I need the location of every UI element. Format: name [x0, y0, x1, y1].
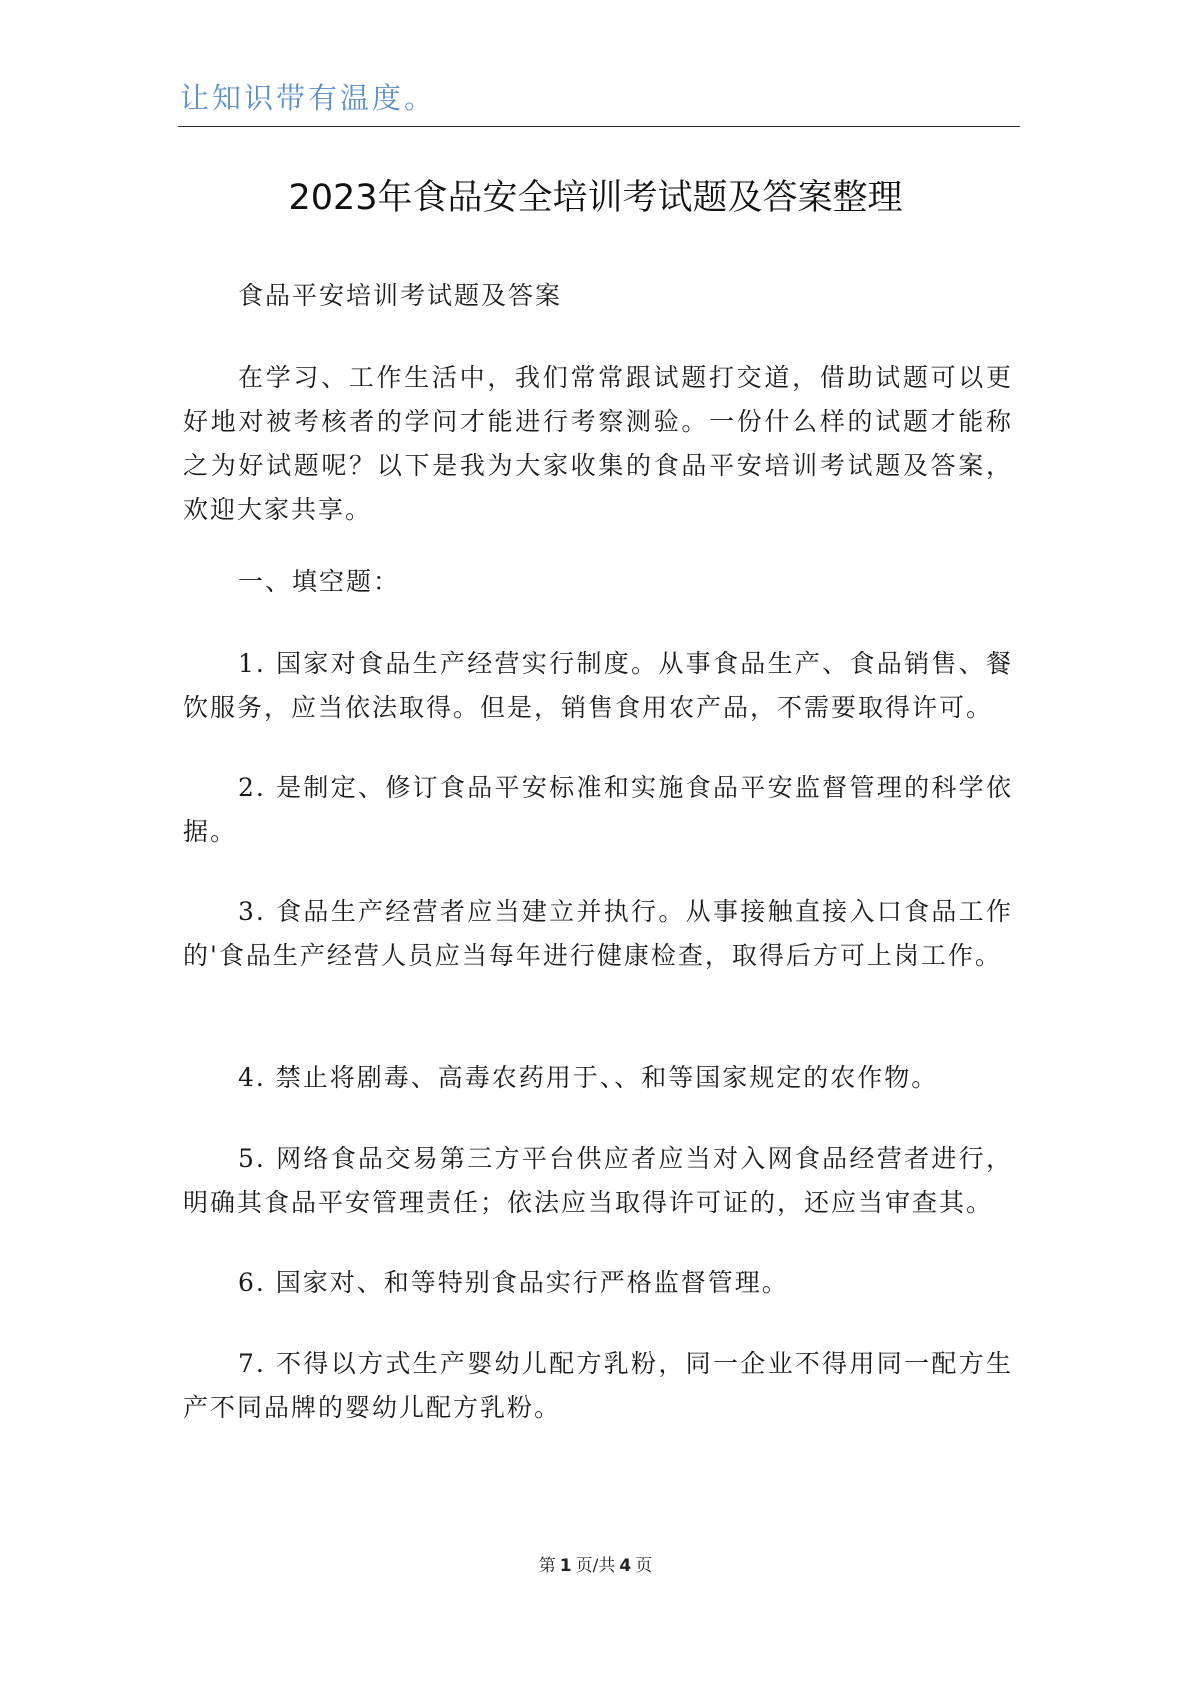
footer-suffix: 页	[635, 1556, 653, 1576]
page-footer	[0, 1551, 1191, 1576]
current-page-number: 1	[559, 1556, 572, 1576]
section-heading: 一、填空题：	[238, 567, 401, 596]
subtitle: 食品平安培训考试题及答案	[238, 281, 563, 310]
question-item: 5. 网络食品交易第三方平台供应者应当对入网食品经营者进行，明确其食品平安管理责任；依法应当取得许可证的，还应当审查其。	[183, 1144, 1013, 1217]
question-item: 1. 国家对食品生产经营实行制度。从事食品生产、食品销售、餐饮服务，应当依法取得。但是，销售食用农产品，不需要取得许可。	[183, 649, 1013, 722]
question-item: 6. 国家对、和等特别食品实行严格监督管理。	[238, 1268, 789, 1297]
footer-prefix: 第	[538, 1556, 556, 1576]
intro-paragraph: 在学习、工作生活中，我们常常跟试题打交道，借助试题可以更好地对被考核者的学问才能进行考察测验。一份什么样的试题才能称之为好试题呢？以下是我为大家收集的食品平安培训考试题及答案，欢迎大家共享。	[183, 363, 1013, 524]
question-item: 3. 食品生产经营者应当建立并执行。从事接触直接入口食品工作的'食品生产经营人员应当每年进行健康检查，取得后方可上岗工作。	[183, 897, 1013, 970]
total-page-count: 4	[619, 1556, 632, 1576]
question-item: 7. 不得以方式生产婴幼儿配方乳粉，同一企业不得用同一配方生产不同品牌的婴幼儿配方乳粉。	[183, 1349, 1013, 1422]
header-slogan: 让知识带有温度。	[180, 81, 437, 115]
header-divider	[178, 126, 1020, 127]
question-item: 4. 禁止将剧毒、高毒农药用于、、和等国家规定的农作物。	[238, 1063, 939, 1092]
document-title: 2023年食品安全培训考试题及答案整理	[288, 178, 903, 218]
footer-middle: 页/共	[575, 1556, 616, 1576]
question-item: 2. 是制定、修订食品平安标准和实施食品平安监督管理的科学依据。	[183, 773, 1013, 846]
